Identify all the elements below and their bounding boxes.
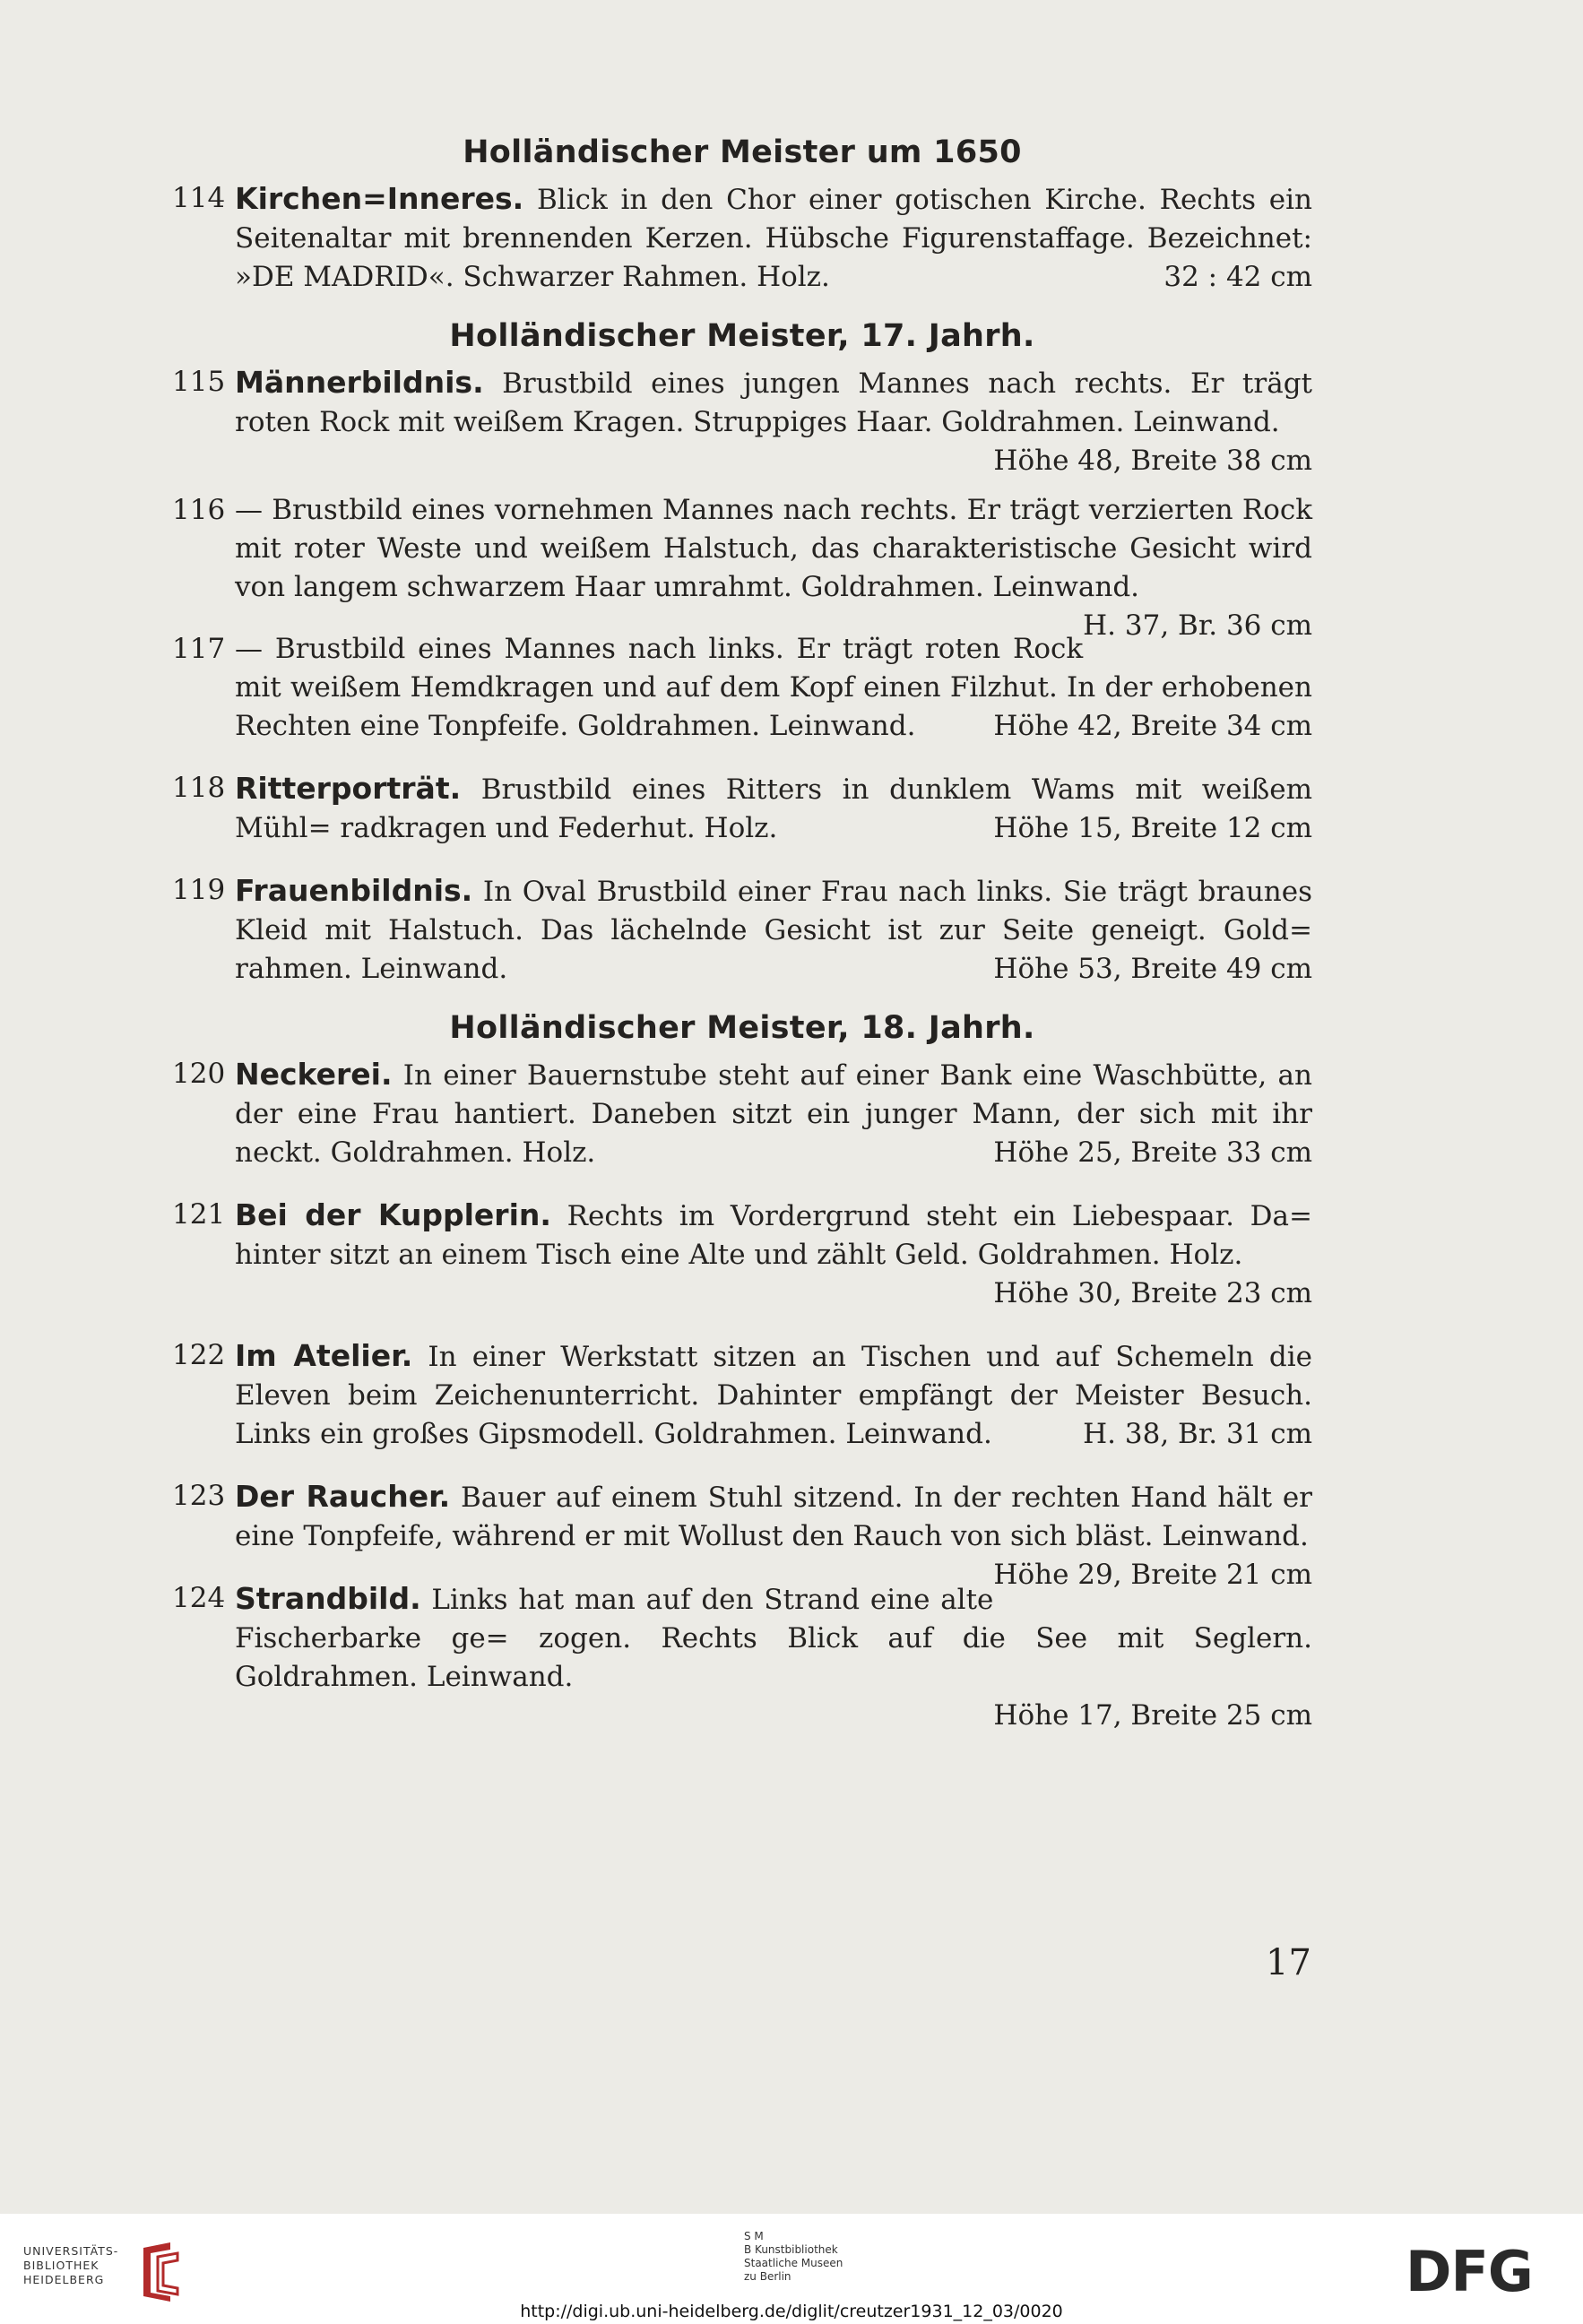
entry-number: 121	[172, 1198, 226, 1231]
library-name-line: HEIDELBERG	[23, 2273, 105, 2286]
entry-number: 123	[172, 1480, 226, 1512]
entry-title: Im Atelier.	[235, 1338, 413, 1373]
entry-text	[235, 1579, 1312, 1697]
dfg-logo[interactable]: DFG	[1406, 2239, 1533, 2304]
entry-dimensions: Höhe 15, Breite 12 cm	[993, 812, 1312, 844]
entry-dimensions: H. 38, Br. 31 cm	[1083, 1418, 1312, 1450]
entry-description: Rechts im Vordergrund steht ein Liebespaar. Da= hinter sitzt an einem Tisch eine Alte und zählt Geld. Goldrahmen. Holz.	[235, 1200, 1312, 1271]
entry-description: In Oval Brustbild einer Frau nach links. Sie trägt braunes Kleid mit Halstuch. Das lächelnde Gesicht ist zur Seite geneigt. Gold= rahmen. Leinwand.	[235, 876, 1312, 985]
permalink-url[interactable]: http://digi.ub.uni-heidelberg.de/diglit/creutzer1931_12_03/0020	[520, 2302, 1063, 2321]
catalog-entry	[172, 1477, 1312, 1591]
entry-text	[235, 491, 1312, 642]
entry-text	[235, 179, 1312, 297]
entry-description: Brustbild eines Ritters in dunklem Wams mit weißem Mühl= radkragen und Federhut. Holz.	[235, 773, 1313, 844]
entry-number: 116	[172, 494, 226, 526]
catalog-content	[172, 134, 1312, 1735]
entry-number: 115	[172, 366, 226, 398]
section-heading: Holländischer Meister, 18. Jahrh.	[449, 1010, 1035, 1046]
entry-title: Strandbild.	[235, 1581, 421, 1616]
catalog-entry	[172, 179, 1312, 297]
entry-description: In einer Bauernstube steht auf einer Bank eine Waschbütte, an der eine Frau hantiert. Daneben sitzt ein junger Mann, der sich mit ihr neckt. Goldrahmen. Holz.	[235, 1059, 1312, 1169]
entry-title: Neckerei.	[235, 1057, 393, 1092]
entry-title: Männerbildnis.	[235, 365, 484, 400]
entry-title: Kirchen=Inneres.	[235, 181, 524, 216]
entry-dimensions: H. 37, Br. 36 cm	[1083, 609, 1312, 642]
entry-number: 120	[172, 1058, 226, 1090]
catalog-entry	[172, 1579, 1312, 1735]
entry-number: 117	[172, 633, 226, 665]
entry-title: Der Raucher.	[235, 1479, 451, 1514]
entry-title: Ritterporträt.	[235, 771, 462, 806]
catalog-entry	[172, 491, 1312, 642]
entry-dimensions: Höhe 48, Breite 38 cm	[993, 445, 1312, 477]
entry-text	[235, 1477, 1312, 1591]
museum-line: S M	[744, 2230, 764, 2242]
library-logo-text[interactable]	[23, 2244, 118, 2287]
entry-dimensions: Höhe 42, Breite 34 cm	[993, 710, 1312, 742]
entry-text	[235, 630, 1312, 746]
entry-number: 124	[172, 1582, 226, 1614]
museum-logo-text[interactable]	[744, 2230, 843, 2284]
entry-dimensions: Höhe 29, Breite 21 cm	[993, 1559, 1312, 1591]
entry-description: — Brustbild eines vornehmen Mannes nach rechts. Er trägt verzierten Rock mit roter Weste und weißem Halstuch, das charakteristische Gesicht wird von langem schwarzem Haar umrahmt. Goldrahmen. Leinwand.	[235, 494, 1312, 603]
entry-dimensions: Höhe 25, Breite 33 cm	[993, 1136, 1312, 1169]
entry-dimensions: Höhe 30, Breite 23 cm	[993, 1277, 1312, 1309]
section-heading: Holländischer Meister um 1650	[463, 134, 1022, 170]
entry-dimensions: Höhe 53, Breite 49 cm	[993, 953, 1312, 985]
entry-description: In einer Werkstatt sitzen an Tischen und auf Schemeln die Eleven beim Zeichenunterricht. Dahinter empfängt der Meister Besuch. Links ein großes Gipsmodell. Goldrahmen. Leinwand.	[235, 1341, 1312, 1450]
entry-dimensions: Höhe 17, Breite 25 cm	[993, 1699, 1312, 1732]
entry-description: Bauer auf einem Stuhl sitzend. In der rechten Hand hält er eine Tonpfeife, während er mit Wollust den Rauch von sich bläst. Leinwand.	[235, 1482, 1312, 1552]
library-logo-icon[interactable]	[134, 2241, 185, 2303]
entry-description: Brustbild eines jungen Mannes nach rechts. Er trägt roten Rock mit weißem Kragen. Struppiges Haar. Goldrahmen. Leinwand.	[235, 367, 1312, 438]
entry-text	[235, 363, 1312, 442]
library-name-line: UNIVERSITÄTS-	[23, 2244, 119, 2258]
entry-number: 122	[172, 1339, 226, 1371]
entry-text	[235, 1196, 1312, 1274]
catalog-entry	[172, 1196, 1312, 1313]
entry-text	[235, 769, 1312, 848]
entry-number: 119	[172, 874, 226, 906]
catalog-entry	[172, 871, 1312, 989]
entry-description: Blick in den Chor einer gotischen Kirche. Rechts ein Seitenaltar mit brennenden Kerzen. Hübsche Figurenstaffage. Bezeichnet: »DE MADRID«. Schwarzer Rahmen. Holz.	[235, 184, 1312, 293]
page-number: 17	[1266, 1942, 1311, 1983]
section-heading: Holländischer Meister, 17. Jahrh.	[449, 318, 1035, 354]
viewer-footer	[0, 2214, 1583, 2324]
entry-title: Bei der Kupplerin.	[235, 1197, 551, 1232]
museum-line: Staatliche Museen	[744, 2257, 843, 2269]
entry-description: — Brustbild eines Mannes nach links. Er trägt roten Rock mit weißem Hemdkragen und auf dem Kopf einen Filzhut. In der erhobenen Rechten eine Tonpfeife. Goldrahmen. Leinwand.	[235, 633, 1312, 742]
entry-text	[235, 871, 1312, 989]
catalog-entry	[172, 1055, 1312, 1172]
museum-line: zu Berlin	[744, 2270, 792, 2283]
entry-text	[235, 1055, 1312, 1172]
entry-title: Frauenbildnis.	[235, 873, 473, 908]
entry-dimensions: 32 : 42 cm	[1163, 261, 1312, 293]
catalog-entry	[172, 363, 1312, 480]
entry-number: 118	[172, 772, 226, 804]
entry-number: 114	[172, 182, 226, 214]
entry-description: Links hat man auf den Strand eine alte Fischerbarke ge= zogen. Rechts Blick auf die See mit Seglern. Goldrahmen. Leinwand.	[235, 1584, 1312, 1693]
library-name-line: BIBLIOTHEK	[23, 2259, 99, 2272]
entry-text	[235, 1336, 1312, 1454]
museum-line: B Kunstbibliothek	[744, 2243, 838, 2256]
catalog-entry	[172, 1336, 1312, 1454]
catalog-entry	[172, 769, 1312, 848]
catalog-entry	[172, 630, 1312, 746]
